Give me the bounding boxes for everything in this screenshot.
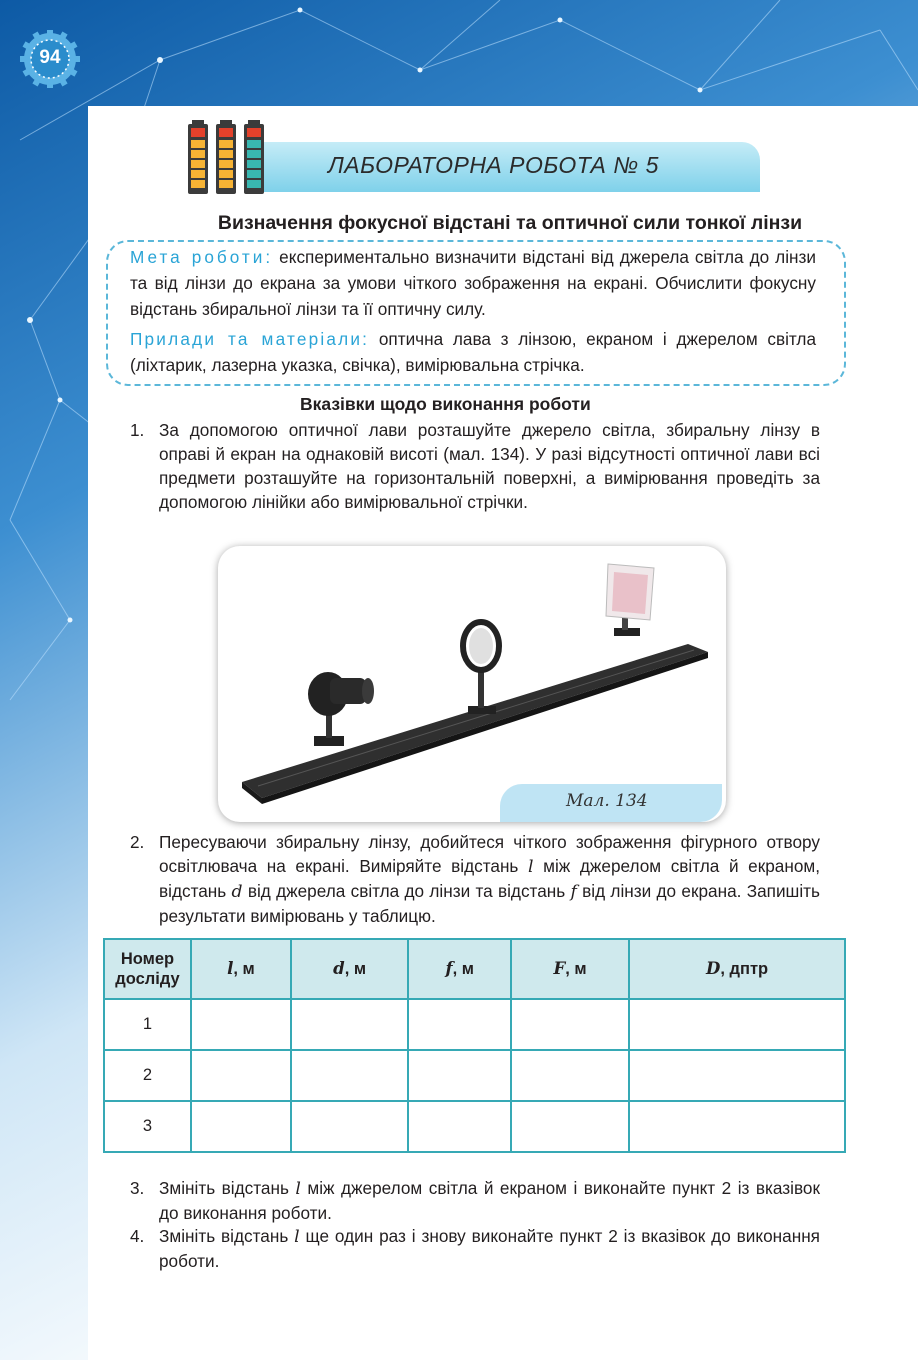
var-D: D xyxy=(706,959,721,978)
header-l xyxy=(191,939,291,999)
materials-paragraph xyxy=(130,326,816,378)
variable-l: l xyxy=(294,1227,300,1247)
instructions-title: Вказівки щодо виконання роботи xyxy=(300,394,591,414)
step-text xyxy=(159,1176,820,1225)
goal-paragraph xyxy=(130,244,816,322)
step-3 xyxy=(130,1176,820,1225)
table-cell xyxy=(408,1050,511,1101)
table-cell xyxy=(191,999,291,1050)
table-cell xyxy=(511,1101,629,1152)
table-row xyxy=(104,1101,845,1152)
var-d: d xyxy=(333,959,345,978)
text-run: між джерелом світла й екраном, відстань xyxy=(159,856,820,901)
banner-title: ЛАБОРАТОРНА РОБОТА № 5 xyxy=(328,152,659,178)
unit: , м xyxy=(565,960,587,978)
step-1 xyxy=(130,418,820,514)
goal-text: експериментально визначити відстані від джерела світла до лінзи та від лінзи до екрана за умови чіткого зображення на екрані. Обчислити фокусну відстань збиральної лінзи та її оптичну силу. xyxy=(130,247,816,319)
step-2 xyxy=(130,830,820,928)
header-D xyxy=(629,939,845,999)
table-cell xyxy=(291,999,409,1050)
text-run: Пересуваючи збиральну лінзу, добийтеся чіткого зображення фігурного отвору освітлювача на екрані. Виміряйте відстань xyxy=(159,832,820,876)
table-cell xyxy=(629,1101,845,1152)
header-f xyxy=(408,939,511,999)
unit: , м xyxy=(344,960,367,978)
text-run: від лінзи до екрана. Запишіть результати вимірювань у таблицю. xyxy=(159,881,820,926)
variable-d: d xyxy=(231,882,243,902)
step-number: 3. xyxy=(130,1178,145,1198)
materials-label: Прилади та матеріали: xyxy=(130,329,370,349)
text-run: між джерелом світла й екраном і виконайте пункт 2 із вказівок до виконання роботи. xyxy=(159,1178,820,1223)
text-run: від джерела світла до лінзи та відстань xyxy=(242,881,571,901)
results-table xyxy=(103,938,846,1153)
table-cell xyxy=(629,999,845,1050)
step-text: За допомогою оптичної лави розташуйте джерело світла, збиральну лінзу в оправі й екран на однаковій висоті (мал. 134). У разі відсутності оптичної лави всі предмети розташуйте на горизонтальній поверхні, а вимірювання проведіть за допомогою лінійки або вимірювальної стрічки. xyxy=(159,420,820,512)
goal-label: Мета роботи: xyxy=(130,247,274,267)
row-number: 1 xyxy=(104,999,191,1050)
table-row xyxy=(104,1050,845,1101)
header-experiment-number: Номер досліду xyxy=(104,939,191,999)
var-l: l xyxy=(227,959,234,978)
row-number: 3 xyxy=(104,1101,191,1152)
row-number: 2 xyxy=(104,1050,191,1101)
table-cell xyxy=(291,1050,409,1101)
step-number: 4. xyxy=(130,1226,145,1246)
table-cell xyxy=(191,1101,291,1152)
unit: , м xyxy=(233,960,255,978)
lab-title: Визначення фокусної відстані та оптичної сили тонкої лінзи xyxy=(217,212,803,234)
var-F: F xyxy=(553,959,566,978)
unit: , дптр xyxy=(720,960,769,978)
variable-l: l xyxy=(528,857,534,877)
lab-banner xyxy=(248,142,760,192)
step-text xyxy=(159,830,820,928)
page-number: 94 xyxy=(39,47,61,68)
var-f: f xyxy=(445,959,453,978)
header-F xyxy=(511,939,629,999)
materials-text: оптична лава з лінзою, екраном і джерелом світла (ліхтарик, лазерна указка, свічка), вимірювальна стрічка. xyxy=(130,329,817,375)
table-cell xyxy=(408,1101,511,1152)
variable-l: l xyxy=(295,1179,301,1199)
caption-text: Мал. 134 xyxy=(566,791,648,811)
battery-icon xyxy=(184,118,270,196)
table-header-row xyxy=(104,939,845,999)
step-4 xyxy=(130,1224,820,1273)
table-cell xyxy=(511,999,629,1050)
table-cell xyxy=(511,1050,629,1101)
figure-photo xyxy=(218,546,726,822)
table-cell xyxy=(291,1101,409,1152)
unit: , м xyxy=(452,960,474,978)
table-cell xyxy=(191,1050,291,1101)
optical-bench-image xyxy=(218,546,726,822)
variable-f: f xyxy=(570,882,577,902)
table-row xyxy=(104,999,845,1050)
step-number: 2. xyxy=(130,832,145,852)
page-number-badge xyxy=(12,30,88,88)
table-cell xyxy=(408,999,511,1050)
text-run: Змініть відстань xyxy=(159,1226,295,1246)
step-text xyxy=(159,1224,820,1273)
step-number: 1. xyxy=(130,420,145,440)
text-run: ще один раз і знову виконайте пункт 2 із вказівок до виконання роботи. xyxy=(159,1226,820,1271)
table-cell xyxy=(629,1050,845,1101)
text-run: Змініть відстань xyxy=(159,1178,296,1198)
header-d xyxy=(291,939,409,999)
figure-caption xyxy=(500,784,722,822)
